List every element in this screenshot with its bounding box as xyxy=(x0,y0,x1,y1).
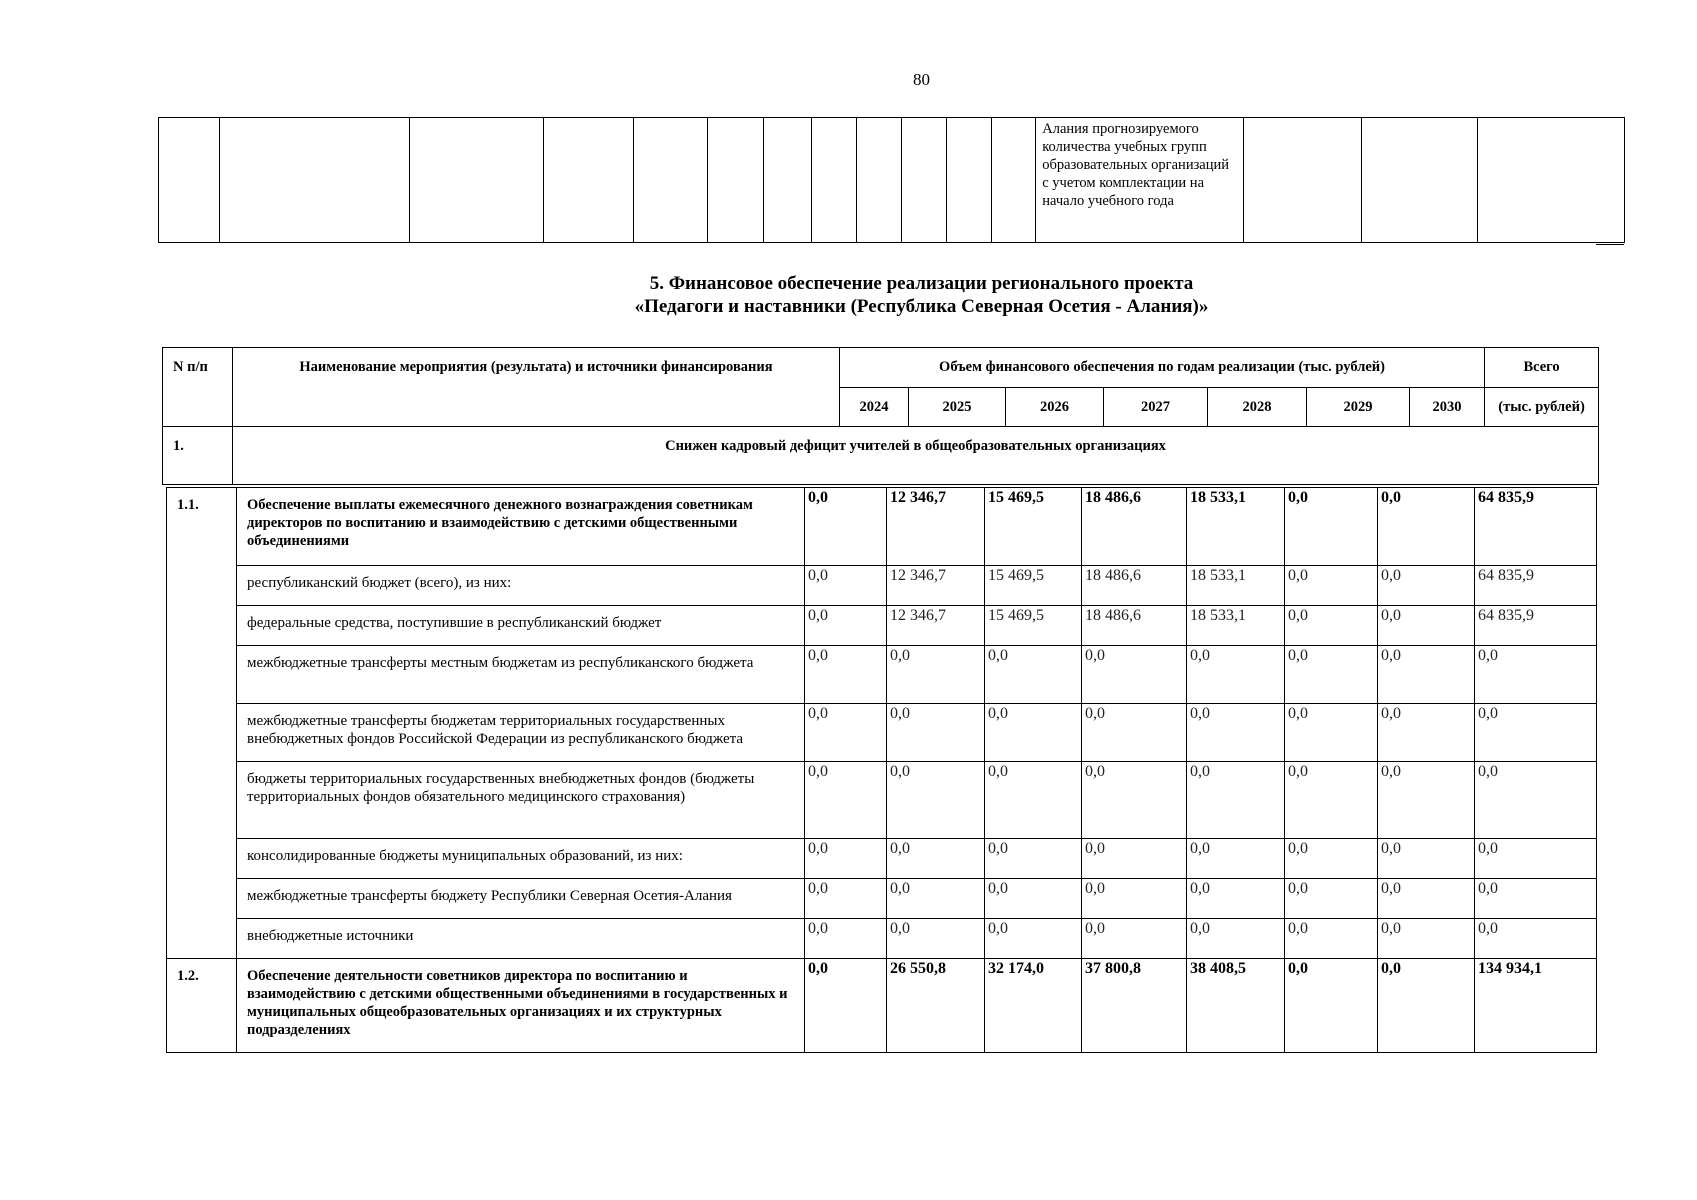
source-row xyxy=(167,606,1597,646)
year-value-2024: 0,0 xyxy=(805,704,887,762)
empty-cell xyxy=(1243,118,1361,243)
empty-cell xyxy=(633,118,707,243)
empty-cell xyxy=(219,118,409,243)
header-total: Всего xyxy=(1485,348,1599,388)
year-value-2026: 0,0 xyxy=(985,646,1082,704)
source-row xyxy=(167,839,1597,879)
year-value-2025: 0,0 xyxy=(887,646,985,704)
empty-cell xyxy=(1477,118,1624,243)
header-year-2027: 2027 xyxy=(1104,388,1208,427)
continuation-row xyxy=(159,118,1625,243)
year-value-2025: 0,0 xyxy=(887,879,985,919)
empty-cell xyxy=(764,118,812,243)
total-value: 0,0 xyxy=(1475,879,1597,919)
year-value-2029: 0,0 xyxy=(1285,919,1378,959)
year-value-2026: 0,0 xyxy=(985,762,1082,839)
year-value-2029: 0,0 xyxy=(1285,704,1378,762)
year-value-2028: 38 408,5 xyxy=(1187,959,1285,1053)
year-value-2024: 0,0 xyxy=(805,488,887,566)
year-value-2030: 0,0 xyxy=(1378,488,1475,566)
year-value-2028: 18 533,1 xyxy=(1187,606,1285,646)
year-value-2029: 0,0 xyxy=(1285,488,1378,566)
header-volume: Объем финансового обеспечения по годам реализации (тыс. рублей) xyxy=(840,348,1485,388)
year-value-2030: 0,0 xyxy=(1378,606,1475,646)
header-num: N п/п xyxy=(163,348,233,427)
activity-row xyxy=(167,959,1597,1053)
year-value-2028: 18 533,1 xyxy=(1187,566,1285,606)
year-value-2024: 0,0 xyxy=(805,606,887,646)
year-value-2024: 0,0 xyxy=(805,919,887,959)
year-value-2025: 26 550,8 xyxy=(887,959,985,1053)
year-value-2026: 0,0 xyxy=(985,839,1082,879)
year-value-2026: 0,0 xyxy=(985,879,1082,919)
total-value: 0,0 xyxy=(1475,919,1597,959)
source-name: республиканский бюджет (всего), из них: xyxy=(237,566,805,606)
year-value-2029: 0,0 xyxy=(1285,646,1378,704)
year-value-2027: 0,0 xyxy=(1082,879,1187,919)
header-year-2029: 2029 xyxy=(1307,388,1410,427)
year-value-2026: 32 174,0 xyxy=(985,959,1082,1053)
year-value-2026: 15 469,5 xyxy=(985,566,1082,606)
task-title: Снижен кадровый дефицит учителей в общеобразовательных организациях xyxy=(233,427,1599,485)
header-name: Наименование мероприятия (результата) и источники финансирования xyxy=(233,348,840,427)
section-title xyxy=(0,272,1697,318)
finance-rows xyxy=(167,488,1597,1053)
year-value-2027: 0,0 xyxy=(1082,839,1187,879)
year-value-2028: 0,0 xyxy=(1187,839,1285,879)
year-value-2027: 37 800,8 xyxy=(1082,959,1187,1053)
year-value-2024: 0,0 xyxy=(805,762,887,839)
year-value-2029: 0,0 xyxy=(1285,566,1378,606)
source-name: межбюджетные трансферты бюджетам территориальных государственных внебюджетных фондов Российской Федерации из республиканского бюджета xyxy=(237,704,805,762)
row-number: 1.2. xyxy=(167,959,237,1053)
year-value-2025: 12 346,7 xyxy=(887,606,985,646)
year-value-2030: 0,0 xyxy=(1378,959,1475,1053)
year-value-2024: 0,0 xyxy=(805,646,887,704)
year-value-2026: 0,0 xyxy=(985,919,1082,959)
year-value-2026: 15 469,5 xyxy=(985,488,1082,566)
year-value-2027: 18 486,6 xyxy=(1082,566,1187,606)
year-value-2029: 0,0 xyxy=(1285,879,1378,919)
year-value-2025: 0,0 xyxy=(887,919,985,959)
total-value: 64 835,9 xyxy=(1475,566,1597,606)
year-value-2030: 0,0 xyxy=(1378,879,1475,919)
year-value-2026: 0,0 xyxy=(985,704,1082,762)
continuation-dash xyxy=(1596,244,1624,245)
section-title-line1: 5. Финансовое обеспечение реализации регионального проекта xyxy=(649,273,1194,294)
year-value-2030: 0,0 xyxy=(1378,762,1475,839)
total-value: 0,0 xyxy=(1475,704,1597,762)
source-row xyxy=(167,879,1597,919)
row-number: 1.1. xyxy=(167,488,237,959)
total-value: 0,0 xyxy=(1475,839,1597,879)
year-value-2028: 0,0 xyxy=(1187,919,1285,959)
task-num: 1. xyxy=(163,427,233,485)
empty-cell xyxy=(901,118,946,243)
total-value: 0,0 xyxy=(1475,762,1597,839)
year-value-2029: 0,0 xyxy=(1285,762,1378,839)
empty-cell xyxy=(856,118,901,243)
section-title-line2: «Педагоги и наставники (Республика Северная Осетия - Алания)» xyxy=(634,296,1209,317)
year-value-2025: 0,0 xyxy=(887,762,985,839)
empty-cell xyxy=(409,118,544,243)
header-year-2025: 2025 xyxy=(909,388,1006,427)
empty-cell xyxy=(707,118,764,243)
activity-name: Обеспечение деятельности советников директора по воспитанию и взаимодействию с детскими общественными объединениями в государственных и муниципальных общеобразовательных организациях и их структурных подразделениях xyxy=(237,959,805,1053)
empty-cell xyxy=(1361,118,1477,243)
finance-data-table xyxy=(166,487,1597,1053)
year-value-2029: 0,0 xyxy=(1285,959,1378,1053)
source-row xyxy=(167,762,1597,839)
year-value-2028: 0,0 xyxy=(1187,646,1285,704)
year-value-2024: 0,0 xyxy=(805,879,887,919)
year-value-2027: 0,0 xyxy=(1082,704,1187,762)
source-name: межбюджетные трансферты бюджету Республики Северная Осетия-Алания xyxy=(237,879,805,919)
source-row xyxy=(167,704,1597,762)
source-row xyxy=(167,919,1597,959)
header-year-2024: 2024 xyxy=(840,388,909,427)
source-name: межбюджетные трансферты местным бюджетам из республиканского бюджета xyxy=(237,646,805,704)
source-row xyxy=(167,646,1597,704)
source-name: бюджеты территориальных государственных внебюджетных фондов (бюджеты территориальных фондов обязательного медицинского страхования) xyxy=(237,762,805,839)
year-value-2029: 0,0 xyxy=(1285,839,1378,879)
source-row xyxy=(167,566,1597,606)
year-value-2027: 18 486,6 xyxy=(1082,488,1187,566)
year-value-2027: 0,0 xyxy=(1082,919,1187,959)
header-year-2028: 2028 xyxy=(1208,388,1307,427)
empty-cell xyxy=(812,118,856,243)
year-value-2030: 0,0 xyxy=(1378,704,1475,762)
source-name: внебюджетные источники xyxy=(237,919,805,959)
total-value: 134 934,1 xyxy=(1475,959,1597,1053)
year-value-2025: 0,0 xyxy=(887,704,985,762)
total-value: 64 835,9 xyxy=(1475,488,1597,566)
header-year-2030: 2030 xyxy=(1410,388,1485,427)
continuation-note: Алания прогнозируемого количества учебных групп образовательных организаций с учетом комплектации на начало учебного года xyxy=(1036,118,1244,243)
empty-cell xyxy=(544,118,633,243)
source-name: консолидированные бюджеты муниципальных образований, из них: xyxy=(237,839,805,879)
year-value-2025: 12 346,7 xyxy=(887,566,985,606)
header-total-unit: (тыс. рублей) xyxy=(1485,388,1599,427)
page-number: 80 xyxy=(913,70,930,89)
year-value-2027: 0,0 xyxy=(1082,646,1187,704)
year-value-2024: 0,0 xyxy=(805,839,887,879)
finance-header-table xyxy=(162,347,1599,485)
year-value-2024: 0,0 xyxy=(805,566,887,606)
empty-cell xyxy=(946,118,991,243)
year-value-2027: 18 486,6 xyxy=(1082,606,1187,646)
header-year-2026: 2026 xyxy=(1006,388,1104,427)
year-value-2028: 18 533,1 xyxy=(1187,488,1285,566)
year-value-2029: 0,0 xyxy=(1285,606,1378,646)
activity-row xyxy=(167,488,1597,566)
year-value-2028: 0,0 xyxy=(1187,879,1285,919)
empty-cell xyxy=(992,118,1036,243)
year-value-2030: 0,0 xyxy=(1378,646,1475,704)
continuation-table xyxy=(158,117,1625,243)
year-value-2030: 0,0 xyxy=(1378,839,1475,879)
year-value-2026: 15 469,5 xyxy=(985,606,1082,646)
year-value-2025: 12 346,7 xyxy=(887,488,985,566)
total-value: 0,0 xyxy=(1475,646,1597,704)
source-name: федеральные средства, поступившие в республиканский бюджет xyxy=(237,606,805,646)
year-value-2028: 0,0 xyxy=(1187,762,1285,839)
year-value-2025: 0,0 xyxy=(887,839,985,879)
year-value-2030: 0,0 xyxy=(1378,919,1475,959)
activity-name: Обеспечение выплаты ежемесячного денежного вознаграждения советникам директоров по воспитанию и взаимодействию с детскими общественными объединениями xyxy=(237,488,805,566)
year-value-2024: 0,0 xyxy=(805,959,887,1053)
year-value-2027: 0,0 xyxy=(1082,762,1187,839)
total-value: 64 835,9 xyxy=(1475,606,1597,646)
year-value-2028: 0,0 xyxy=(1187,704,1285,762)
year-value-2030: 0,0 xyxy=(1378,566,1475,606)
empty-cell xyxy=(159,118,220,243)
